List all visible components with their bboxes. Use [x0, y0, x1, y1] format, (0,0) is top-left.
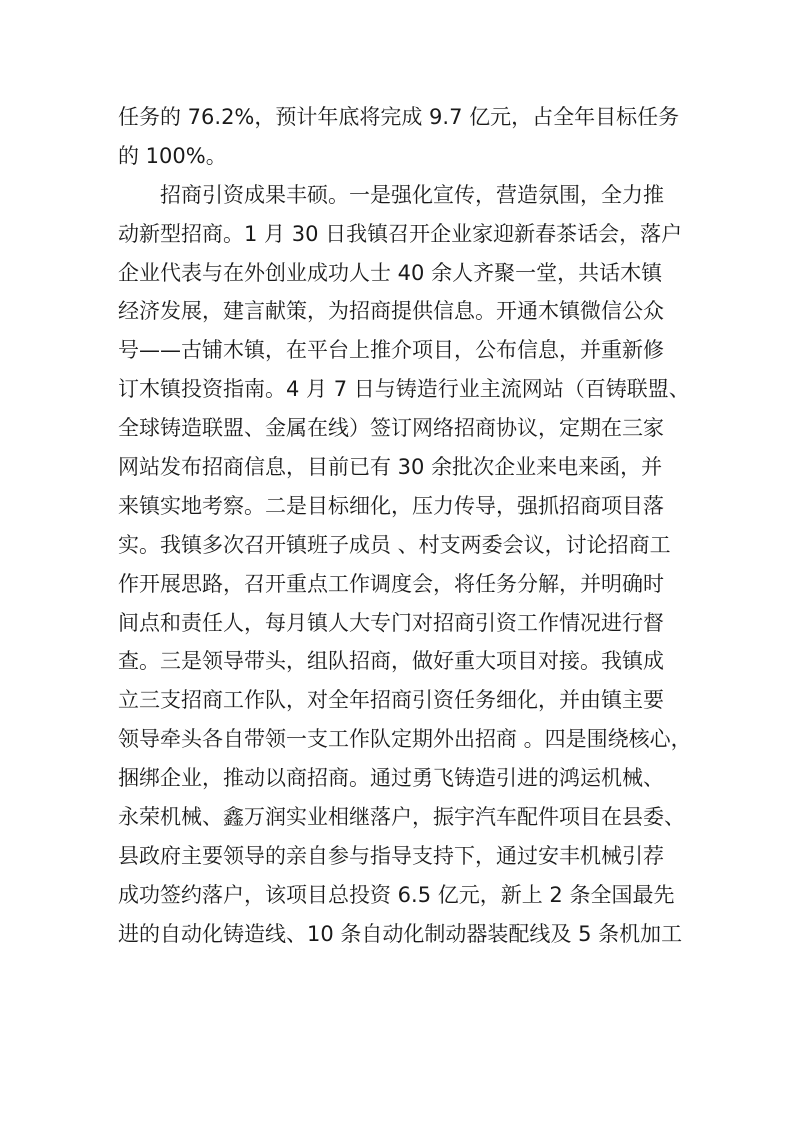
text-line: 进的自动化铸造线、10 条自动化制动器装配线及 5 条机加工 [118, 921, 683, 946]
body-text [118, 98, 692, 954]
text-line: 捆绑企业，推动以商招商。通过勇飞铸造引进的鸿运机械、 [118, 766, 664, 791]
text-line: 实。我镇多次召开镇班子成员 、村支两委会议，讨论招商工 [118, 532, 671, 557]
text-line: 来镇实地考察。二是目标细化，压力传导，强抓招商项目落 [118, 493, 664, 518]
text-line: 领导牵头各自带领一支工作队定期外出招商 。四是围绕核心， [118, 727, 692, 752]
text-line: 间点和责任人，每月镇人大专门对招商引资工作情况进行督 [118, 610, 664, 635]
text-line: 招商引资成果丰硕。一是强化宣传，营造氛围，全力推 [160, 182, 664, 207]
text-line: 任务的 76.2%，预计年底将完成 9.7 亿元，占全年目标任务 [118, 105, 680, 129]
text-line: 立三支招商工作队，对全年招商引资任务细化，并由镇主要 [118, 688, 664, 713]
text-line: 的 100%。 [118, 143, 227, 168]
text-line: 经济发展，建言献策，为招商提供信息。开通木镇微信公众 [118, 299, 664, 324]
text-line: 订木镇投资指南。4 月 7 日与铸造行业主流网站（百铸联盟、 [118, 377, 690, 402]
text-line: 动新型招商。1 月 30 日我镇召开企业家迎新春茶话会，落户 [118, 221, 683, 246]
text-line: 企业代表与在外创业成功人士 40 余人齐聚一堂，共话木镇 [118, 260, 663, 285]
text-line: 号——古铺木镇，在平台上推介项目，公布信息，并重新修 [118, 338, 664, 363]
text-line: 全球铸造联盟、金属在线）签订网络招商协议，定期在三家 [118, 416, 664, 441]
text-line: 成功签约落户，该项目总投资 6.5 亿元，新上 2 条全国最先 [118, 882, 675, 907]
text-line: 网站发布招商信息，目前已有 30 余批次企业来电来函，并 [118, 455, 663, 480]
text-line: 永荣机械、鑫万润实业相继落户，振宇汽车配件项目在县委、 [118, 805, 685, 830]
text-line: 县政府主要领导的亲自参与指导支持下，通过安丰机械引荐 [118, 843, 664, 868]
text-line: 查。三是领导带头，组队招商，做好重大项目对接。我镇成 [118, 649, 664, 674]
text-line: 作开展思路，召开重点工作调度会，将任务分解，并明确时 [118, 571, 664, 596]
